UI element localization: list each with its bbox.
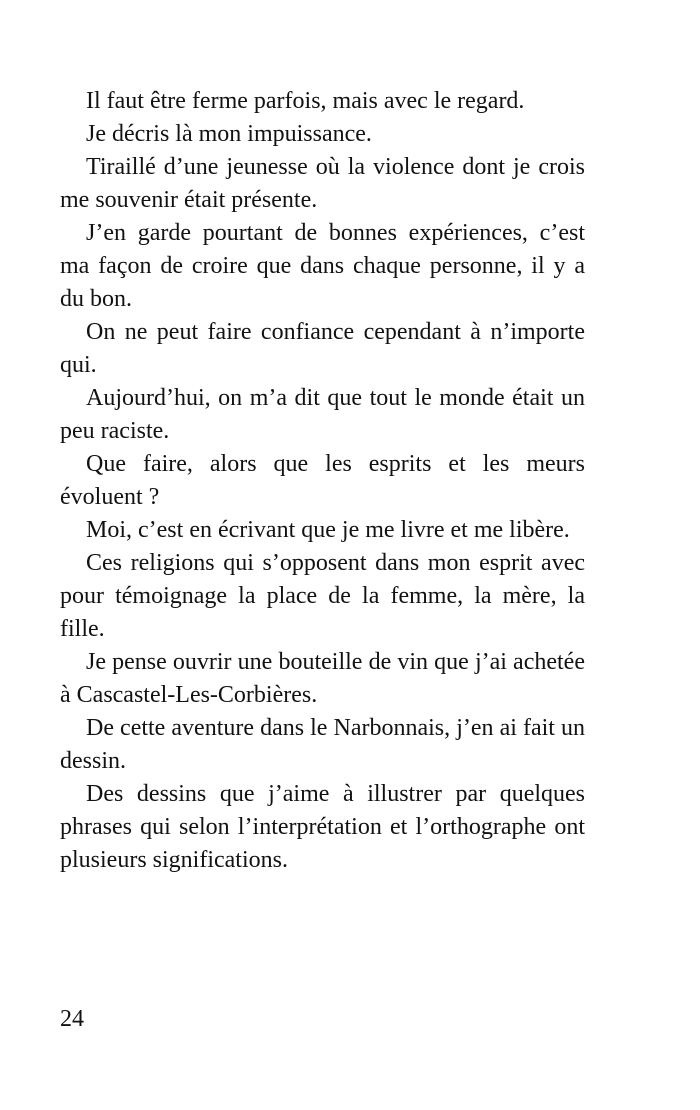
paragraph: On ne peut faire confiance cependant à n’importe qui. (60, 319, 585, 378)
paragraph: Aujourd’hui, on m’a dit que tout le monde était un peu raciste. (60, 385, 585, 444)
paragraph: Moi, c’est en écrivant que je me livre et me libère. (86, 517, 570, 543)
paragraph: Je décris là mon impuissance. (86, 121, 372, 147)
paragraph: J’en garde pourtant de bonnes expériences, c’est ma façon de croire que dans chaque personne, il y a du bon. (60, 220, 585, 312)
paragraph: De cette aventure dans le Narbonnais, j’en ai fait un dessin. (60, 715, 585, 774)
paragraph: Je pense ouvrir une bouteille de vin que j’ai achetée à Cascastel-Les-Corbières. (60, 649, 585, 708)
paragraph: Tiraillé d’une jeunesse où la violence dont je crois me souvenir était présente. (60, 154, 585, 213)
page-number: 24 (60, 1006, 84, 1032)
paragraph: Que faire, alors que les esprits et les meurs évoluent ? (60, 451, 585, 510)
paragraph: Il faut être ferme parfois, mais avec le regard. (86, 88, 525, 114)
body-text (60, 85, 585, 877)
paragraph: Des dessins que j’aime à illustrer par quelques phrases qui selon l’interprétation et l’orthographe ont plusieurs significations. (60, 781, 585, 873)
paragraph: Ces religions qui s’opposent dans mon esprit avec pour témoignage la place de la femme, la mère, la fille. (60, 550, 585, 642)
